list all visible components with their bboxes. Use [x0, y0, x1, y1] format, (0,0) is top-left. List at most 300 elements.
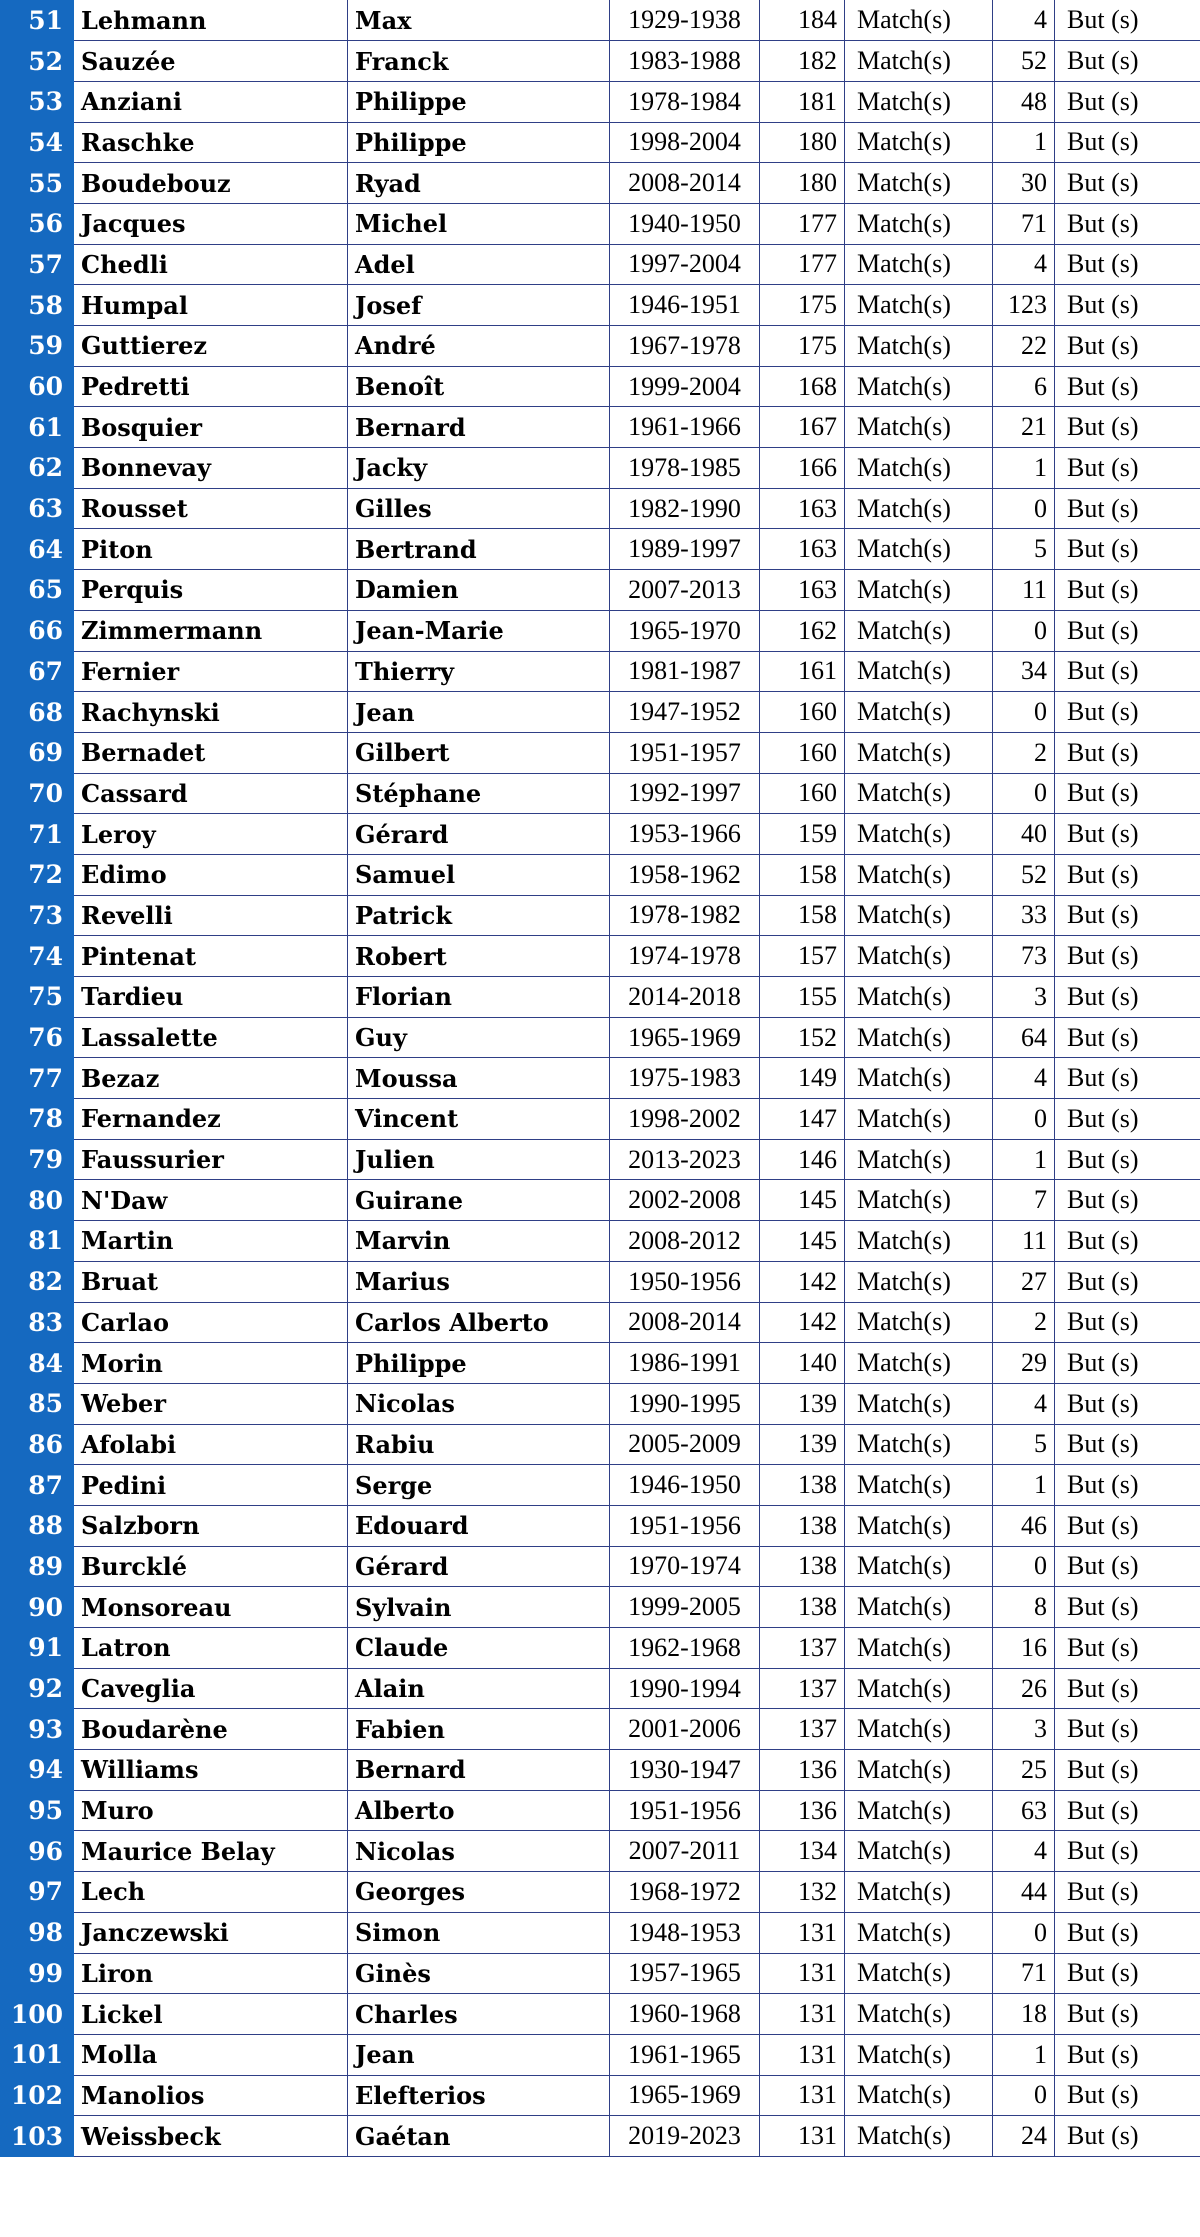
goals-count-cell: 4	[993, 1383, 1055, 1424]
firstname-cell: Simon	[348, 1912, 610, 1953]
years-cell: 2019-2023	[610, 2116, 760, 2157]
goals-label-cell: But (s)	[1055, 1790, 1200, 1831]
years-cell: 1930-1947	[610, 1750, 760, 1791]
goals-count-cell: 1	[993, 1139, 1055, 1180]
years-cell: 2008-2014	[610, 163, 760, 204]
years-cell: 1999-2004	[610, 366, 760, 407]
years-cell: 1970-1974	[610, 1546, 760, 1587]
years-cell: 1929-1938	[610, 0, 760, 41]
rank-cell: 51	[1, 0, 74, 41]
surname-cell: Perquis	[74, 570, 348, 611]
firstname-cell: Rabiu	[348, 1424, 610, 1465]
matches-count-cell: 139	[760, 1383, 845, 1424]
goals-count-cell: 18	[993, 1994, 1055, 2035]
matches-count-cell: 139	[760, 1424, 845, 1465]
surname-cell: Fernandez	[74, 1099, 348, 1140]
years-cell: 2013-2023	[610, 1139, 760, 1180]
firstname-cell: Guirane	[348, 1180, 610, 1221]
firstname-cell: Jean	[348, 2034, 610, 2075]
goals-label-cell: But (s)	[1055, 1261, 1200, 1302]
goals-count-cell: 4	[993, 0, 1055, 41]
matches-label-cell: Match(s)	[845, 1709, 993, 1750]
surname-cell: Burcklé	[74, 1546, 348, 1587]
rank-cell: 92	[1, 1668, 74, 1709]
matches-label-cell: Match(s)	[845, 163, 993, 204]
goals-label-cell: But (s)	[1055, 895, 1200, 936]
matches-count-cell: 145	[760, 1221, 845, 1262]
table-row	[1, 610, 1200, 651]
matches-count-cell: 132	[760, 1872, 845, 1913]
years-cell: 2002-2008	[610, 1180, 760, 1221]
surname-cell: Pedretti	[74, 366, 348, 407]
surname-cell: Cassard	[74, 773, 348, 814]
table-row	[1, 692, 1200, 733]
rank-cell: 85	[1, 1383, 74, 1424]
table-row	[1, 1709, 1200, 1750]
matches-label-cell: Match(s)	[845, 1383, 993, 1424]
matches-count-cell: 138	[760, 1587, 845, 1628]
table-row	[1, 1912, 1200, 1953]
firstname-cell: Gilles	[348, 488, 610, 529]
goals-count-cell: 63	[993, 1790, 1055, 1831]
goals-count-cell: 0	[993, 610, 1055, 651]
goals-label-cell: But (s)	[1055, 366, 1200, 407]
matches-label-cell: Match(s)	[845, 936, 993, 977]
surname-cell: Lehmann	[74, 0, 348, 41]
matches-count-cell: 131	[760, 2075, 845, 2116]
matches-label-cell: Match(s)	[845, 1872, 993, 1913]
years-cell: 1958-1962	[610, 854, 760, 895]
rank-cell: 59	[1, 326, 74, 367]
table-row	[1, 203, 1200, 244]
matches-label-cell: Match(s)	[845, 326, 993, 367]
years-cell: 1940-1950	[610, 203, 760, 244]
rank-cell: 83	[1, 1302, 74, 1343]
goals-label-cell: But (s)	[1055, 1912, 1200, 1953]
table-row	[1, 326, 1200, 367]
matches-count-cell: 161	[760, 651, 845, 692]
matches-count-cell: 142	[760, 1261, 845, 1302]
firstname-cell: Bertrand	[348, 529, 610, 570]
goals-count-cell: 52	[993, 854, 1055, 895]
goals-label-cell: But (s)	[1055, 2116, 1200, 2157]
surname-cell: Pintenat	[74, 936, 348, 977]
table-row	[1, 570, 1200, 611]
matches-label-cell: Match(s)	[845, 1017, 993, 1058]
rank-cell: 55	[1, 163, 74, 204]
years-cell: 1986-1991	[610, 1343, 760, 1384]
years-cell: 1997-2004	[610, 244, 760, 285]
rank-cell: 95	[1, 1790, 74, 1831]
firstname-cell: Fabien	[348, 1709, 610, 1750]
table-row	[1, 1750, 1200, 1791]
table-row	[1, 2116, 1200, 2157]
surname-cell: Lickel	[74, 1994, 348, 2035]
firstname-cell: Gérard	[348, 814, 610, 855]
firstname-cell: Franck	[348, 41, 610, 82]
firstname-cell: Moussa	[348, 1058, 610, 1099]
matches-count-cell: 131	[760, 2116, 845, 2157]
firstname-cell: Michel	[348, 203, 610, 244]
years-cell: 1957-1965	[610, 1953, 760, 1994]
table-row	[1, 285, 1200, 326]
surname-cell: Lassalette	[74, 1017, 348, 1058]
matches-count-cell: 159	[760, 814, 845, 855]
table-row	[1, 1058, 1200, 1099]
matches-label-cell: Match(s)	[845, 1546, 993, 1587]
firstname-cell: Jean-Marie	[348, 610, 610, 651]
years-cell: 1948-1953	[610, 1912, 760, 1953]
surname-cell: Williams	[74, 1750, 348, 1791]
years-cell: 1965-1969	[610, 2075, 760, 2116]
matches-label-cell: Match(s)	[845, 1180, 993, 1221]
table-row	[1, 2034, 1200, 2075]
surname-cell: Piton	[74, 529, 348, 570]
matches-count-cell: 138	[760, 1546, 845, 1587]
rank-cell: 67	[1, 651, 74, 692]
matches-count-cell: 162	[760, 610, 845, 651]
goals-count-cell: 1	[993, 2034, 1055, 2075]
goals-count-cell: 48	[993, 81, 1055, 122]
years-cell: 1951-1956	[610, 1790, 760, 1831]
firstname-cell: Max	[348, 0, 610, 41]
rank-cell: 76	[1, 1017, 74, 1058]
matches-label-cell: Match(s)	[845, 610, 993, 651]
goals-label-cell: But (s)	[1055, 1628, 1200, 1669]
matches-label-cell: Match(s)	[845, 41, 993, 82]
matches-label-cell: Match(s)	[845, 0, 993, 41]
matches-count-cell: 160	[760, 732, 845, 773]
surname-cell: N'Daw	[74, 1180, 348, 1221]
matches-label-cell: Match(s)	[845, 1912, 993, 1953]
firstname-cell: Jean	[348, 692, 610, 733]
goals-label-cell: But (s)	[1055, 1099, 1200, 1140]
rank-cell: 84	[1, 1343, 74, 1384]
matches-label-cell: Match(s)	[845, 407, 993, 448]
rank-cell: 56	[1, 203, 74, 244]
years-cell: 1981-1987	[610, 651, 760, 692]
rank-cell: 54	[1, 122, 74, 163]
goals-label-cell: But (s)	[1055, 1587, 1200, 1628]
goals-count-cell: 6	[993, 366, 1055, 407]
surname-cell: Rousset	[74, 488, 348, 529]
goals-count-cell: 27	[993, 1261, 1055, 1302]
years-cell: 1968-1972	[610, 1872, 760, 1913]
matches-count-cell: 175	[760, 285, 845, 326]
goals-label-cell: But (s)	[1055, 692, 1200, 733]
goals-count-cell: 30	[993, 163, 1055, 204]
matches-label-cell: Match(s)	[845, 1302, 993, 1343]
rank-cell: 60	[1, 366, 74, 407]
goals-count-cell: 8	[993, 1587, 1055, 1628]
table-row	[1, 1668, 1200, 1709]
firstname-cell: Nicolas	[348, 1383, 610, 1424]
matches-label-cell: Match(s)	[845, 1953, 993, 1994]
goals-count-cell: 0	[993, 1912, 1055, 1953]
matches-label-cell: Match(s)	[845, 814, 993, 855]
firstname-cell: Thierry	[348, 651, 610, 692]
surname-cell: Fernier	[74, 651, 348, 692]
table-row	[1, 651, 1200, 692]
goals-label-cell: But (s)	[1055, 0, 1200, 41]
surname-cell: Guttierez	[74, 326, 348, 367]
surname-cell: Bruat	[74, 1261, 348, 1302]
firstname-cell: Damien	[348, 570, 610, 611]
table-row	[1, 773, 1200, 814]
goals-count-cell: 73	[993, 936, 1055, 977]
goals-label-cell: But (s)	[1055, 1750, 1200, 1791]
goals-label-cell: But (s)	[1055, 1505, 1200, 1546]
table-row	[1, 1790, 1200, 1831]
matches-label-cell: Match(s)	[845, 529, 993, 570]
years-cell: 1998-2002	[610, 1099, 760, 1140]
years-cell: 1999-2005	[610, 1587, 760, 1628]
matches-count-cell: 177	[760, 244, 845, 285]
goals-count-cell: 1	[993, 122, 1055, 163]
table-row	[1, 1383, 1200, 1424]
matches-label-cell: Match(s)	[845, 1505, 993, 1546]
surname-cell: Rachynski	[74, 692, 348, 733]
matches-count-cell: 175	[760, 326, 845, 367]
matches-label-cell: Match(s)	[845, 1831, 993, 1872]
goals-label-cell: But (s)	[1055, 977, 1200, 1018]
matches-count-cell: 155	[760, 977, 845, 1018]
matches-count-cell: 142	[760, 1302, 845, 1343]
surname-cell: Afolabi	[74, 1424, 348, 1465]
surname-cell: Martin	[74, 1221, 348, 1262]
firstname-cell: Gaétan	[348, 2116, 610, 2157]
matches-count-cell: 137	[760, 1709, 845, 1750]
rank-cell: 88	[1, 1505, 74, 1546]
matches-count-cell: 182	[760, 41, 845, 82]
years-cell: 1967-1978	[610, 326, 760, 367]
firstname-cell: Alain	[348, 1668, 610, 1709]
matches-label-cell: Match(s)	[845, 488, 993, 529]
matches-label-cell: Match(s)	[845, 895, 993, 936]
matches-label-cell: Match(s)	[845, 2075, 993, 2116]
years-cell: 1960-1968	[610, 1994, 760, 2035]
surname-cell: Sauzée	[74, 41, 348, 82]
matches-label-cell: Match(s)	[845, 244, 993, 285]
table-row	[1, 1424, 1200, 1465]
matches-count-cell: 160	[760, 773, 845, 814]
goals-label-cell: But (s)	[1055, 1424, 1200, 1465]
rank-cell: 75	[1, 977, 74, 1018]
firstname-cell: Jacky	[348, 448, 610, 489]
matches-count-cell: 137	[760, 1628, 845, 1669]
years-cell: 1962-1968	[610, 1628, 760, 1669]
goals-count-cell: 123	[993, 285, 1055, 326]
years-cell: 1978-1984	[610, 81, 760, 122]
years-cell: 1978-1985	[610, 448, 760, 489]
years-cell: 1946-1951	[610, 285, 760, 326]
matches-count-cell: 184	[760, 0, 845, 41]
years-cell: 2008-2012	[610, 1221, 760, 1262]
firstname-cell: Serge	[348, 1465, 610, 1506]
goals-count-cell: 4	[993, 244, 1055, 285]
firstname-cell: Elefterios	[348, 2075, 610, 2116]
surname-cell: Leroy	[74, 814, 348, 855]
firstname-cell: Marius	[348, 1261, 610, 1302]
years-cell: 1946-1950	[610, 1465, 760, 1506]
matches-count-cell: 166	[760, 448, 845, 489]
table-row	[1, 732, 1200, 773]
rank-cell: 64	[1, 529, 74, 570]
matches-label-cell: Match(s)	[845, 651, 993, 692]
years-cell: 1953-1966	[610, 814, 760, 855]
firstname-cell: Philippe	[348, 81, 610, 122]
goals-label-cell: But (s)	[1055, 1343, 1200, 1384]
firstname-cell: Josef	[348, 285, 610, 326]
matches-label-cell: Match(s)	[845, 1628, 993, 1669]
matches-count-cell: 168	[760, 366, 845, 407]
firstname-cell: Ginès	[348, 1953, 610, 1994]
surname-cell: Boudarène	[74, 1709, 348, 1750]
firstname-cell: Marvin	[348, 1221, 610, 1262]
firstname-cell: Alberto	[348, 1790, 610, 1831]
firstname-cell: Benoît	[348, 366, 610, 407]
firstname-cell: Robert	[348, 936, 610, 977]
goals-count-cell: 5	[993, 529, 1055, 570]
years-cell: 1965-1970	[610, 610, 760, 651]
matches-label-cell: Match(s)	[845, 1750, 993, 1791]
rank-cell: 69	[1, 732, 74, 773]
goals-count-cell: 52	[993, 41, 1055, 82]
table-row	[1, 1017, 1200, 1058]
firstname-cell: Bernard	[348, 1750, 610, 1791]
years-cell: 1950-1956	[610, 1261, 760, 1302]
matches-label-cell: Match(s)	[845, 977, 993, 1018]
surname-cell: Caveglia	[74, 1668, 348, 1709]
matches-label-cell: Match(s)	[845, 1790, 993, 1831]
table-row	[1, 1261, 1200, 1302]
goals-count-cell: 11	[993, 570, 1055, 611]
matches-count-cell: 146	[760, 1139, 845, 1180]
goals-count-cell: 64	[993, 1017, 1055, 1058]
matches-label-cell: Match(s)	[845, 1058, 993, 1099]
goals-count-cell: 3	[993, 977, 1055, 1018]
matches-count-cell: 158	[760, 854, 845, 895]
surname-cell: Manolios	[74, 2075, 348, 2116]
rank-cell: 70	[1, 773, 74, 814]
table-row	[1, 1139, 1200, 1180]
goals-count-cell: 0	[993, 488, 1055, 529]
matches-count-cell: 138	[760, 1465, 845, 1506]
table-row	[1, 977, 1200, 1018]
goals-label-cell: But (s)	[1055, 773, 1200, 814]
goals-label-cell: But (s)	[1055, 1058, 1200, 1099]
matches-count-cell: 167	[760, 407, 845, 448]
firstname-cell: Ryad	[348, 163, 610, 204]
goals-label-cell: But (s)	[1055, 122, 1200, 163]
goals-label-cell: But (s)	[1055, 285, 1200, 326]
surname-cell: Anziani	[74, 81, 348, 122]
years-cell: 1983-1988	[610, 41, 760, 82]
goals-label-cell: But (s)	[1055, 1994, 1200, 2035]
matches-label-cell: Match(s)	[845, 366, 993, 407]
goals-label-cell: But (s)	[1055, 203, 1200, 244]
goals-label-cell: But (s)	[1055, 651, 1200, 692]
rank-cell: 94	[1, 1750, 74, 1791]
matches-count-cell: 134	[760, 1831, 845, 1872]
rank-cell: 61	[1, 407, 74, 448]
goals-count-cell: 2	[993, 1302, 1055, 1343]
surname-cell: Salzborn	[74, 1505, 348, 1546]
rank-cell: 101	[1, 2034, 74, 2075]
matches-label-cell: Match(s)	[845, 1221, 993, 1262]
matches-count-cell: 163	[760, 570, 845, 611]
rank-cell: 77	[1, 1058, 74, 1099]
years-cell: 1978-1982	[610, 895, 760, 936]
rank-cell: 89	[1, 1546, 74, 1587]
years-cell: 1947-1952	[610, 692, 760, 733]
rank-cell: 71	[1, 814, 74, 855]
goals-label-cell: But (s)	[1055, 244, 1200, 285]
goals-label-cell: But (s)	[1055, 936, 1200, 977]
surname-cell: Bezaz	[74, 1058, 348, 1099]
goals-label-cell: But (s)	[1055, 488, 1200, 529]
years-cell: 2008-2014	[610, 1302, 760, 1343]
rank-cell: 86	[1, 1424, 74, 1465]
firstname-cell: Bernard	[348, 407, 610, 448]
rank-cell: 57	[1, 244, 74, 285]
rank-cell: 53	[1, 81, 74, 122]
matches-count-cell: 163	[760, 529, 845, 570]
firstname-cell: Gilbert	[348, 732, 610, 773]
rank-cell: 52	[1, 41, 74, 82]
firstname-cell: Gérard	[348, 1546, 610, 1587]
surname-cell: Bosquier	[74, 407, 348, 448]
matches-label-cell: Match(s)	[845, 1099, 993, 1140]
matches-label-cell: Match(s)	[845, 2116, 993, 2157]
table-row	[1, 1587, 1200, 1628]
surname-cell: Muro	[74, 1790, 348, 1831]
goals-count-cell: 33	[993, 895, 1055, 936]
table-row	[1, 41, 1200, 82]
table-row	[1, 407, 1200, 448]
goals-count-cell: 16	[993, 1628, 1055, 1669]
matches-count-cell: 158	[760, 895, 845, 936]
goals-count-cell: 0	[993, 773, 1055, 814]
table-row	[1, 1302, 1200, 1343]
matches-count-cell: 145	[760, 1180, 845, 1221]
firstname-cell: Philippe	[348, 1343, 610, 1384]
matches-label-cell: Match(s)	[845, 732, 993, 773]
firstname-cell: André	[348, 326, 610, 367]
matches-label-cell: Match(s)	[845, 570, 993, 611]
rank-cell: 102	[1, 2075, 74, 2116]
goals-count-cell: 4	[993, 1831, 1055, 1872]
table-row	[1, 366, 1200, 407]
years-cell: 2007-2011	[610, 1831, 760, 1872]
surname-cell: Revelli	[74, 895, 348, 936]
surname-cell: Tardieu	[74, 977, 348, 1018]
matches-label-cell: Match(s)	[845, 1465, 993, 1506]
matches-label-cell: Match(s)	[845, 1994, 993, 2035]
goals-label-cell: But (s)	[1055, 81, 1200, 122]
matches-label-cell: Match(s)	[845, 1668, 993, 1709]
table-row	[1, 448, 1200, 489]
goals-label-cell: But (s)	[1055, 41, 1200, 82]
table-row	[1, 814, 1200, 855]
matches-count-cell: 131	[760, 1953, 845, 1994]
goals-label-cell: But (s)	[1055, 2075, 1200, 2116]
surname-cell: Humpal	[74, 285, 348, 326]
years-cell: 2001-2006	[610, 1709, 760, 1750]
goals-count-cell: 22	[993, 326, 1055, 367]
goals-count-cell: 71	[993, 203, 1055, 244]
rank-cell: 78	[1, 1099, 74, 1140]
